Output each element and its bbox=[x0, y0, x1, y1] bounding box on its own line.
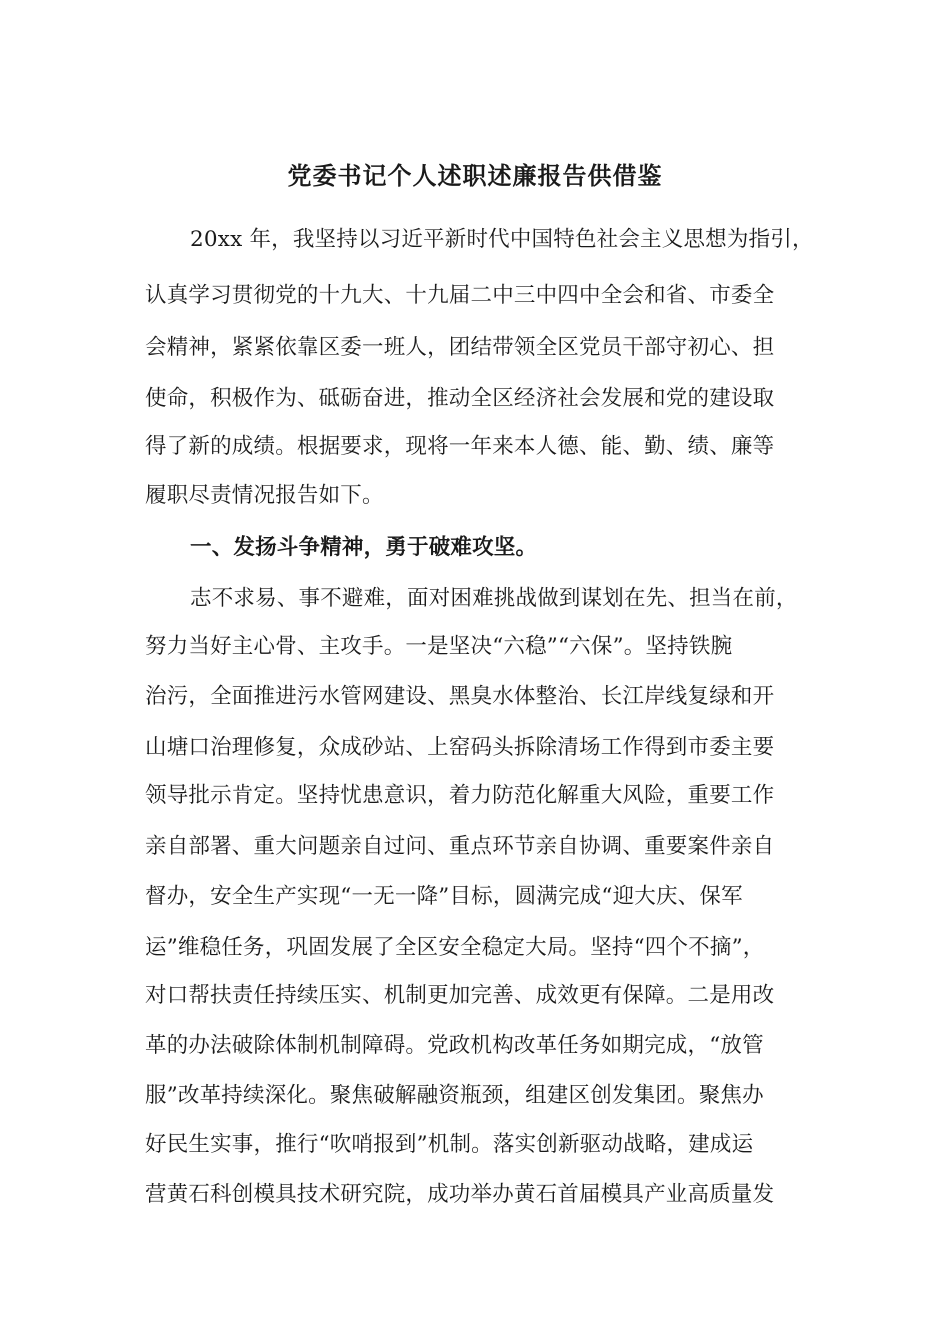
paragraph-line: 亲自部署、重大问题亲自过问、重点环节亲自协调、重要案件亲自 bbox=[145, 834, 775, 859]
paragraph-line: 使命，积极作为、砥砺奋进，推动全区经济社会发展和党的建设取 bbox=[145, 386, 775, 411]
paragraph-line: 治污，全面推进污水管网建设、黑臭水体整治、长江岸线复绿和开 bbox=[145, 684, 775, 709]
paragraph-line: 20xx 年，我坚持以习近平新时代中国特色社会主义思想为指引， bbox=[190, 227, 814, 252]
paragraph-line: 志不求易、事不避难，面对困难挑战做到谋划在先、担当在前， bbox=[190, 586, 798, 611]
paragraph-line: 认真学习贯彻党的十九大、十九届二中三中四中全会和省、市委全 bbox=[145, 283, 775, 308]
paragraph-line: 会精神，紧紧依靠区委一班人，团结带领全区党员干部守初心、担 bbox=[145, 335, 775, 360]
paragraph-line: 营黄石科创模具技术研究院，成功举办黄石首届模具产业高质量发 bbox=[145, 1182, 775, 1207]
section-heading: 一、发扬斗争精神，勇于破难攻坚。 bbox=[190, 535, 538, 560]
paragraph-line: 领导批示肯定。坚持忧患意识，着力防范化解重大风险，重要工作 bbox=[145, 783, 775, 808]
paragraph-line: 革的办法破除体制机制障碍。党政机构改革任务如期完成，“放管 bbox=[145, 1033, 764, 1058]
document-title: 党委书记个人述职述廉报告供借鉴 bbox=[287, 161, 663, 190]
paragraph-line: 履职尽责情况报告如下。 bbox=[145, 483, 384, 508]
paragraph-line: 好民生实事，推行“吹哨报到”机制。落实创新驱动战略，建成运 bbox=[145, 1132, 754, 1157]
paragraph-line: 山塘口治理修复，众成砂站、上窑码头拆除清场工作得到市委主要 bbox=[145, 735, 775, 760]
paragraph-line: 服”改革持续深化。聚焦破解融资瓶颈，组建区创发集团。聚焦办 bbox=[145, 1083, 764, 1108]
paragraph-line: 运”维稳任务，巩固发展了全区安全稳定大局。坚持“四个不摘”， bbox=[145, 935, 765, 960]
paragraph-line: 对口帮扶责任持续压实、机制更加完善、成效更有保障。二是用改 bbox=[145, 983, 775, 1008]
paragraph-line: 督办，安全生产实现“一无一降”目标，圆满完成“迎大庆、保军 bbox=[145, 884, 743, 909]
paragraph-line: 努力当好主心骨、主攻手。一是坚决“六稳”“六保”。坚持铁腕 bbox=[145, 634, 733, 659]
paragraph-line: 得了新的成绩。根据要求，现将一年来本人德、能、勤、绩、廉等 bbox=[145, 434, 775, 459]
